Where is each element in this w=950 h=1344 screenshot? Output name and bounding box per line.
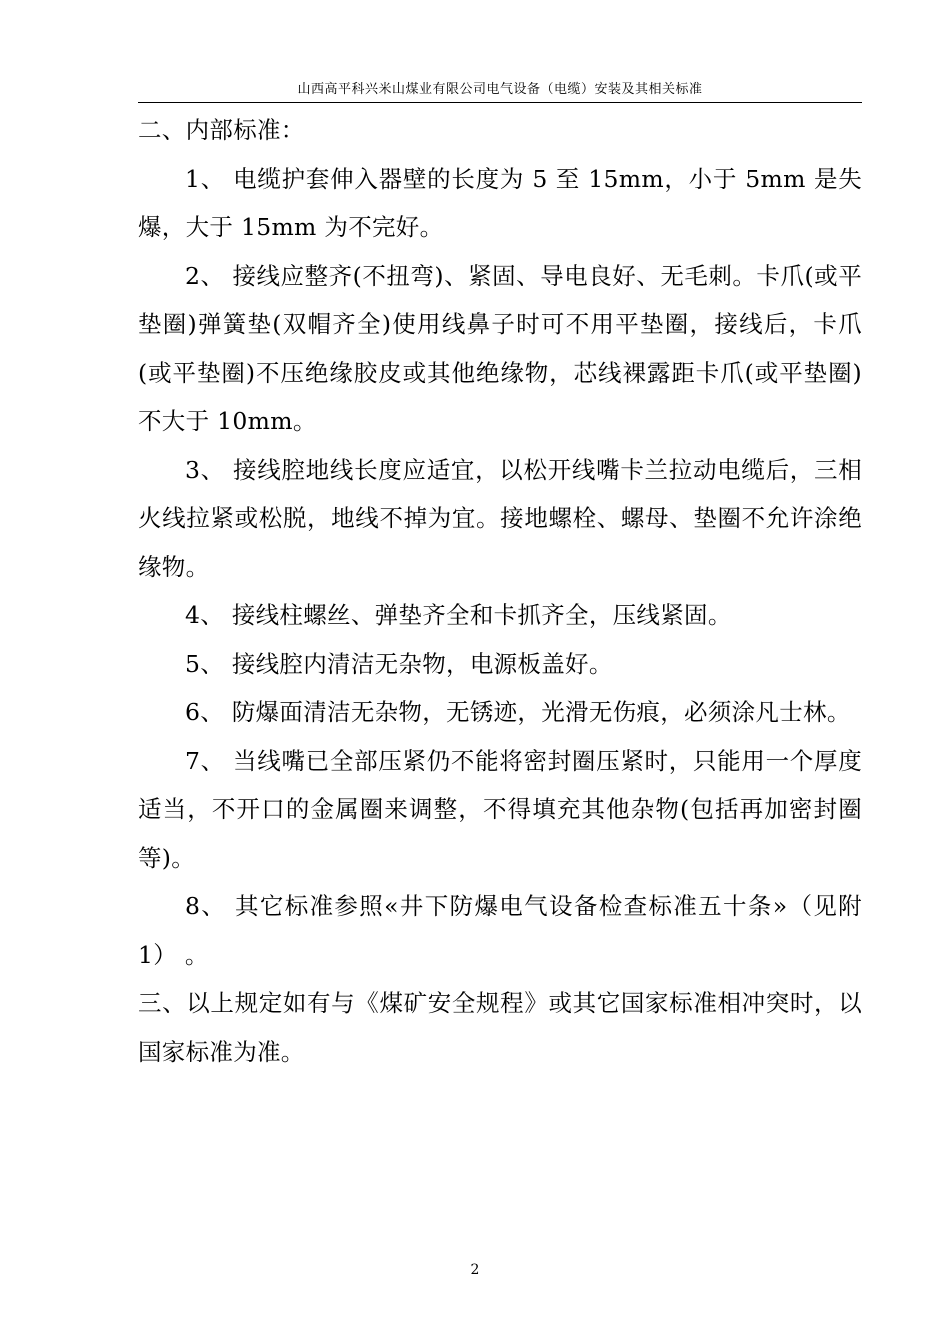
list-item: 8、 其它标准参照«井下防爆电气设备检查标准五十条»（见附 1） 。 [138, 892, 862, 969]
list-item: 2、 接线应整齐(不扭弯)、紧固、导电良好、无毛刺。卡爪(或平垫圈)弹簧垫(双帽齐全)使用线鼻子时可不用平垫圈，接线后，卡爪(或平垫圈)不压绝缘胶皮或其他绝缘物，芯线裸露距卡爪(或平垫圈)不大于 10mm。 [138, 261, 862, 435]
page-header [138, 80, 862, 103]
list-item: 4、 接线柱螺丝、弹垫齐全和卡抓齐全，压线紧固。 [185, 601, 732, 629]
list-item: 1、 电缆护套伸入器壁的长度为 5 至 15mm，小于 5mm 是失爆，大于 15mm 为不完好。 [138, 164, 862, 241]
section-rule-note: 三、以上规定如有与《煤矿安全规程》或其它国家标准相冲突时，以国家标准为准。 [138, 989, 862, 1066]
list-item: 7、 当线嘴已全部压紧仍不能将密封圈压紧时，只能用一个厚度适当，不开口的金属圈来调整，不得填充其他杂物(包括再加密封圈等)。 [138, 746, 862, 872]
section-heading-internal-standards: 二、内部标准： [138, 116, 305, 144]
list-item: 3、 接线腔地线长度应适宜，以松开线嘴卡兰拉动电缆后，三相火线拉紧或松脱，地线不掉为宜。接地螺栓、螺母、垫圈不允许涂绝缘物。 [138, 455, 862, 581]
document-body [138, 106, 862, 1076]
page-number: 2 [470, 1262, 480, 1278]
header-title: 山西高平科兴米山煤业有限公司电气设备（电缆）安装及其相关标准 [297, 82, 703, 97]
list-item: 6、 防爆面清洁无杂物，无锈迹，光滑无伤痕，必须涂凡士林。 [185, 698, 851, 726]
list-item: 5、 接线腔内清洁无杂物，电源板盖好。 [185, 649, 613, 678]
